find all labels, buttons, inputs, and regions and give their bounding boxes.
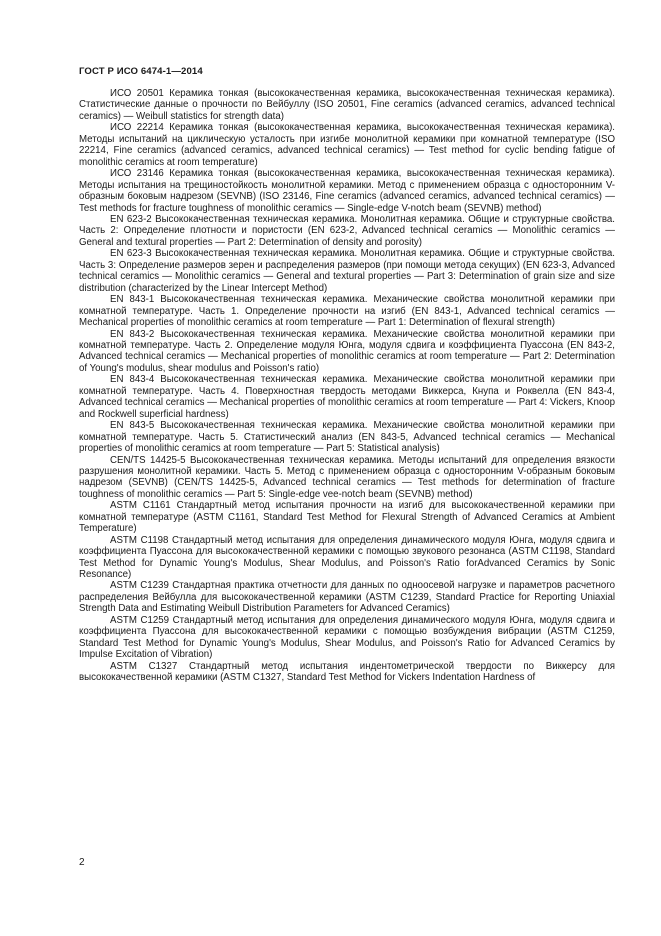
- reference-iso-20501: ИСО 20501 Керамика тонкая (высококачественная керамика, высококачественная техническая керамика). Статистические данные о прочности по Вейбуллу (ISO 20501, Fine ceramics (advanced ceramics, advanced technical ceramics) — Weibull statistics for strength data): [79, 88, 615, 122]
- reference-astm-c1327: ASTM C1327 Стандартный метод испытания индентометрической твердости по Виккерсу для высококачественной керамики (ASTM C1327, Standard Test Method for Vickers Indentation Hardness of: [79, 660, 615, 684]
- reference-iso-23146: ИСО 23146 Керамика тонкая (высококачественная керамика, высококачественная техническая керамика). Методы испытания на трещиностойкость монолитной керамики. Метод с применением образца с односторонним V-образным боковым надрезом (SEVNB) (ISO 23146, Fine ceramics (advanced ceramics, advanced technical ceramics) — Test methods for fracture toughness of monolithic ceramics — Single-edge V-notch beam (SEVNB) method): [79, 168, 615, 214]
- reference-en-843-2: EN 843-2 Высококачественная техническая керамика. Механические свойства монолитной керамики при комнатной температуре. Часть 2. Определение модуля Юнга, модуля сдвига и коэффициента Пуассона (EN 843-2, Advanced technical ceramics — Mechanical properties of monolithic ceramics at room temperature — Part 2: Determination of Young's modulus, shear modulus and Poisson's ratio): [79, 328, 615, 374]
- page-number: 2: [79, 857, 85, 868]
- reference-en-623-3: EN 623-3 Высококачественная техническая керамика. Монолитная керамика. Общие и структурные свойства. Часть 3: Определение размеров зерен и распределения размеров (при помощи метода секущих) (EN 623-3, Advanced technical ceramics — Monolithic ceramics — General and textural properties — Part 3: Determination of grain size and size distribution (characterized by the Linear Intercept Method): [79, 248, 615, 294]
- reference-en-843-1: EN 843-1 Высококачественная техническая керамика. Механические свойства монолитной керамики при комнатной температуре. Часть 1. Определение прочности на изгиб (EN 843-1, Advanced technical ceramics — Mechanical properties of monolithic ceramics at room temperature — Part 1: Determination of flexural strength): [79, 294, 615, 329]
- reference-en-843-5: EN 843-5 Высококачественная техническая керамика. Механические свойства монолитной керамики при комнатной температуре. Часть 5. Статистический анализ (EN 843-5, Advanced technical ceramics — Mechanical properties of monolithic ceramics at room temperature — Part 5: Statistical analysis): [79, 420, 615, 455]
- reference-astm-c1198: ASTM C1198 Стандартный метод испытания для определения динамического модуля Юнга, модуля сдвига и коэффициента Пуассона для высококачественной керамики с помощью звукового резонанса (ASTM C1198, Standard Test Method for Dynamic Young's Modulus, Shear Modulus, and Poisson's Ratio forAdvanced Ceramics by Sonic Resonance): [79, 534, 615, 581]
- document-header: ГОСТ Р ИСО 6474-1—2014: [79, 66, 203, 77]
- normative-references-list: [79, 88, 615, 684]
- reference-iso-22214: ИСО 22214 Керамика тонкая (высококачественная керамика, высококачественная техническая керамика). Методы испытаний на циклическую усталость при изгибе монолитной керамики при комнатной температуре (ISO 22214, Fine ceramics (advanced ceramics, advanced technical ceramics) — Test method for cyclic bending fatigue of monolithic ceramics at room temperature): [79, 122, 615, 168]
- reference-en-623-2: EN 623-2 Высококачественная техническая керамика. Монолитная керамика. Общие и структурные свойства. Часть 2: Определение плотности и пористости (EN 623-2, Advanced technical ceramics — Monolithic ceramics — General and textural properties — Part 2: Determination of density and porosity): [79, 213, 615, 248]
- reference-cen-ts-14425-5: CEN/TS 14425-5 Высококачественная техническая керамика. Методы испытаний для определения вязкости разрушения монолитной керамики. Часть 5. Метод с применением образца с односторонним V-образным боковым надрезом (SEVNB) (CEN/TS 14425-5, Advanced technical ceramics — Test methods for determination of fracture toughness of monolithic ceramics — Part 5: Single-edge vee-notch beam (SEVNB) method): [79, 454, 615, 500]
- reference-astm-c1239: ASTM C1239 Стандартная практика отчетности для данных по одноосевой нагрузке и параметров расчетного распределения Вейбулла для высококачественной керамики (ASTM C1239, Standard Practice for Reporting Uniaxial Strength Data and Estimating Weibull Distribution Parameters for Advanced Ceramics): [79, 580, 615, 615]
- reference-astm-c1161: ASTM C1161 Стандартный метод испытания прочности на изгиб для высококачественной керамики при комнатной температуре (ASTM C1161, Standard Test Method for Flexural Strength of Advanced Ceramics at Ambient Temperature): [79, 500, 615, 535]
- reference-astm-c1259: ASTM C1259 Стандартный метод испытания для определения динамического модуля Юнга, модуля сдвига и коэффициента Пуассона для высококачественной керамики с помощью возбуждения вибрации (ASTM C1259, Standard Test Method for Dynamic Young's Modulus, Shear Modulus, and Poisson's Ratio for Advanced Ceramics by Impulse Excitation of Vibration): [79, 614, 615, 661]
- reference-en-843-4: EN 843-4 Высококачественная техническая керамика. Механические свойства монолитной керамики при комнатной температуре. Часть 4. Поверхностная твердость методами Виккерса, Кнупа и Роквелла (EN 843-4, Advanced technical ceramics — Mechanical properties of monolithic ceramics at room temperature — Part 4: Vickers, Knoop and Rockwell superficial hardness): [79, 374, 615, 420]
